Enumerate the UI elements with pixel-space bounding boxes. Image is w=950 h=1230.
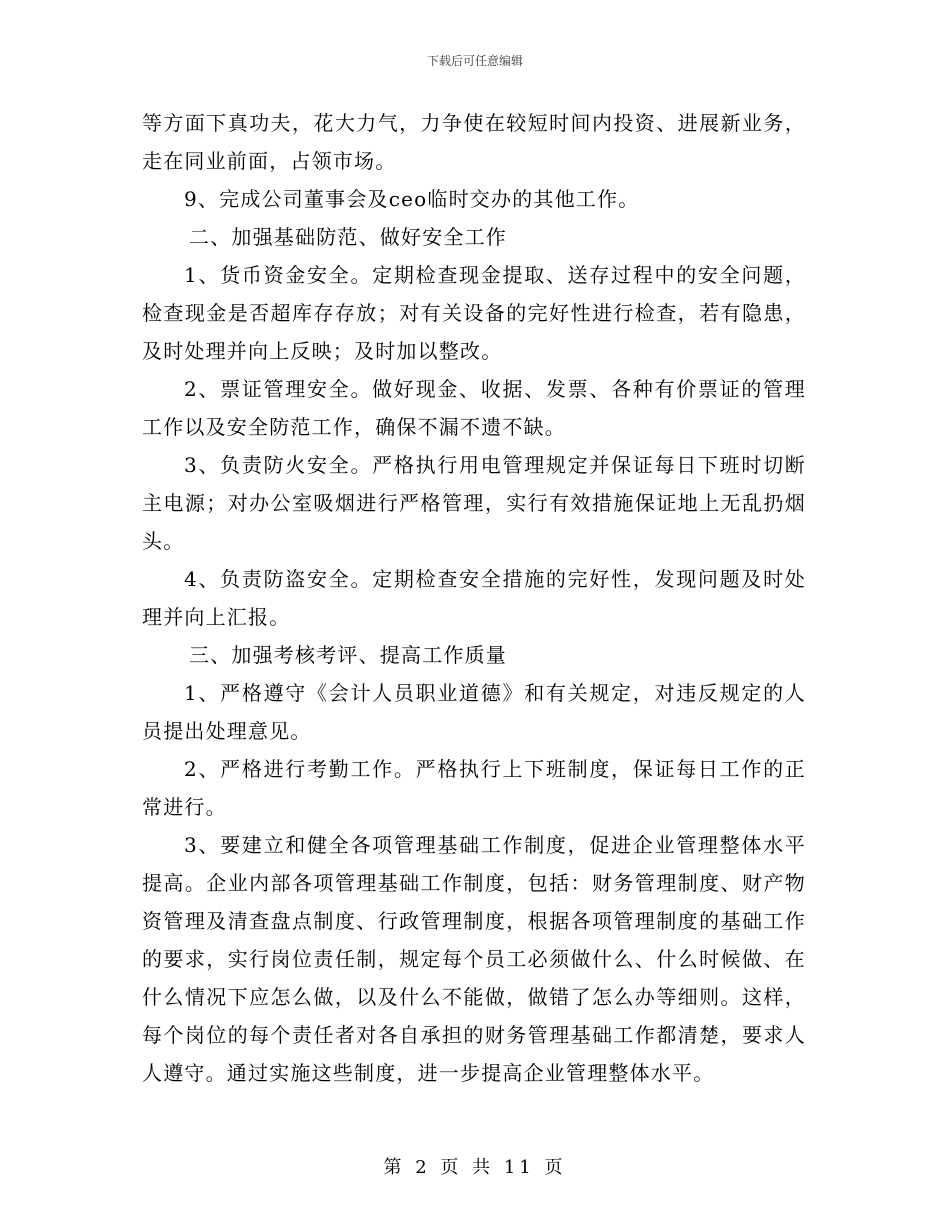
paragraph-theft-safety: 4、负责防盗安全。定期检查安全措施的完好性，发现问题及时处理并向上汇报。	[142, 567, 806, 629]
paragraph-management-system: 3、要建立和健全各项管理基础工作制度，促进企业管理整体水平提高。企业内部各项管理基础工作制度，包括：财务管理制度、财产物资管理及清查盘点制度、行政管理制度，根据各项管理制度的基础工作的要求，实行岗位责任制，规定每个员工必须做什么、什么时候做、在什么情况下应怎么做，以及什么不能做，做错了怎么办等细则。这样，每个岗位的每个责任者对各自承担的财务管理基础工作都清楚，要求人人遵守。通过实施这些制度，进一步提高企业管理整体水平。	[142, 833, 806, 1085]
paragraph-attendance: 2、严格进行考勤工作。严格执行上下班制度，保证每日工作的正常进行。	[142, 757, 806, 819]
section-heading-2: 二、加强基础防范、做好安全工作	[189, 225, 507, 249]
section-heading-3: 三、加强考核考评、提高工作质量	[189, 643, 507, 667]
paragraph-voucher-safety: 2、票证管理安全。做好现金、收据、发票、各种有价票证的管理工作以及安全防范工作，确保不漏不遗不缺。	[142, 377, 806, 439]
paragraph-cash-safety: 1、货币资金安全。定期检查现金提取、送存过程中的安全问题，检查现金是否超库存存放；对有关设备的完好性进行检查，若有隐患，及时处理并向上反映；及时加以整改。	[142, 263, 806, 363]
document-body	[142, 104, 806, 1092]
page-header: 下载后可任意编辑	[426, 54, 523, 68]
page-number-footer: 第 2 页 共 11 页	[383, 1157, 567, 1178]
paragraph-ethics: 1、严格遵守《会计人员职业道德》和有关规定，对违反规定的人员提出处理意见。	[142, 681, 806, 743]
paragraph-continuation: 等方面下真功夫，花大力气，力争使在较短时间内投资、进展新业务，走在同业前面，占领市场。	[142, 111, 806, 173]
paragraph-item-9: 9、完成公司董事会及ceo临时交办的其他工作。	[184, 187, 640, 211]
paragraph-fire-safety: 3、负责防火安全。严格执行用电管理规定并保证每日下班时切断主电源；对办公室吸烟进行严格管理，实行有效措施保证地上无乱扔烟头。	[142, 453, 806, 553]
